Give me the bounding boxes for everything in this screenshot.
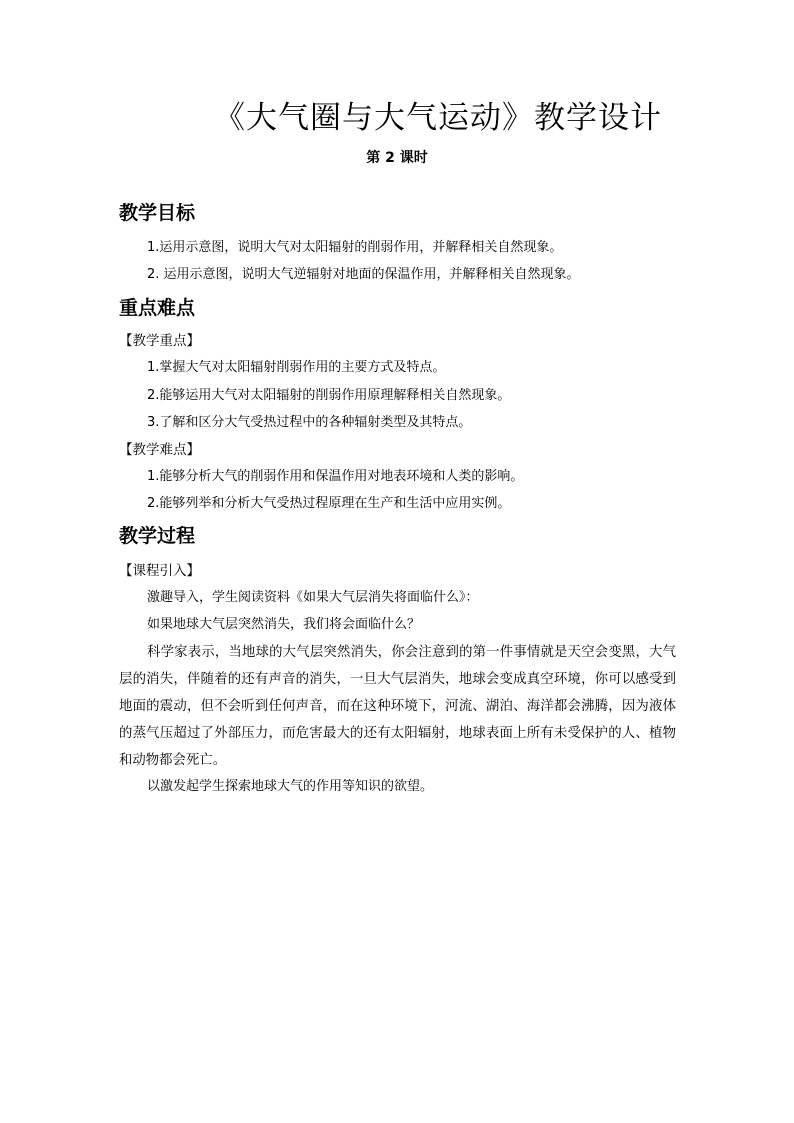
objective-item-1: 1.运用示意图，说明大气对太阳辐射的削弱作用，并解释相关自然现象。 [147, 240, 563, 255]
difficulty-item-2: 2.能够列举和分析大气受热过程原理在生产和生活中应用实例。 [147, 496, 511, 511]
objectives-heading: 教学目标 [119, 202, 196, 224]
focus-item-1: 1.掌握大气对太阳辐射削弱作用的主要方式及特点。 [147, 360, 446, 375]
intro-paragraph: 科学家表示，当地球的大气层突然消失，你会注意到的第一件事情就是天空会变黑，大气层的消失，伴随着的还有声音的消失，一旦大气层消失，地球会变成真空环境，你可以感受到地面的震动，但不会听到任何声音，而在这种环境下，河流、湖泊、海洋都会沸腾，因为液体的蒸气压超过了外部压力，而危害最大的还有太阳辐射，地球表面上所有未受保护的人、植物和动物都会死亡。 [119, 645, 676, 768]
intro-closing: 以激发起学生探索地球大气的作用等知识的欲望。 [147, 779, 434, 794]
focus-item-2: 2.能够运用大气对太阳辐射的削弱作用原理解释相关自然现象。 [147, 388, 511, 403]
intro-line-1: 激趣导入，学生阅读资料《如果大气层消失将面临什么》： [147, 590, 479, 605]
document-title: 《大气圈与大气运动》教学设计 [214, 100, 662, 136]
process-heading: 教学过程 [119, 525, 196, 547]
objective-item-2: 2. 运用示意图，说明大气逆辐射对地面的保温作用，并解释相关自然现象。 [147, 267, 580, 282]
intro-line-2: 如果地球大气层突然消失，我们将会面临什么？ [147, 617, 421, 632]
document-subtitle: 第 2 课时 [366, 150, 428, 166]
key-points-heading: 重点难点 [119, 297, 196, 319]
difficulty-item-1: 1.能够分析大气的削弱作用和保温作用对地表环境和人类的影响。 [147, 469, 524, 484]
intro-label: 【课程引入】 [119, 563, 200, 579]
focus-item-3: 3.了解和区分大气受热过程中的各种辐射类型及其特点。 [147, 415, 472, 430]
focus-label: 【教学重点】 [119, 333, 200, 349]
difficulty-label: 【教学难点】 [119, 442, 200, 458]
